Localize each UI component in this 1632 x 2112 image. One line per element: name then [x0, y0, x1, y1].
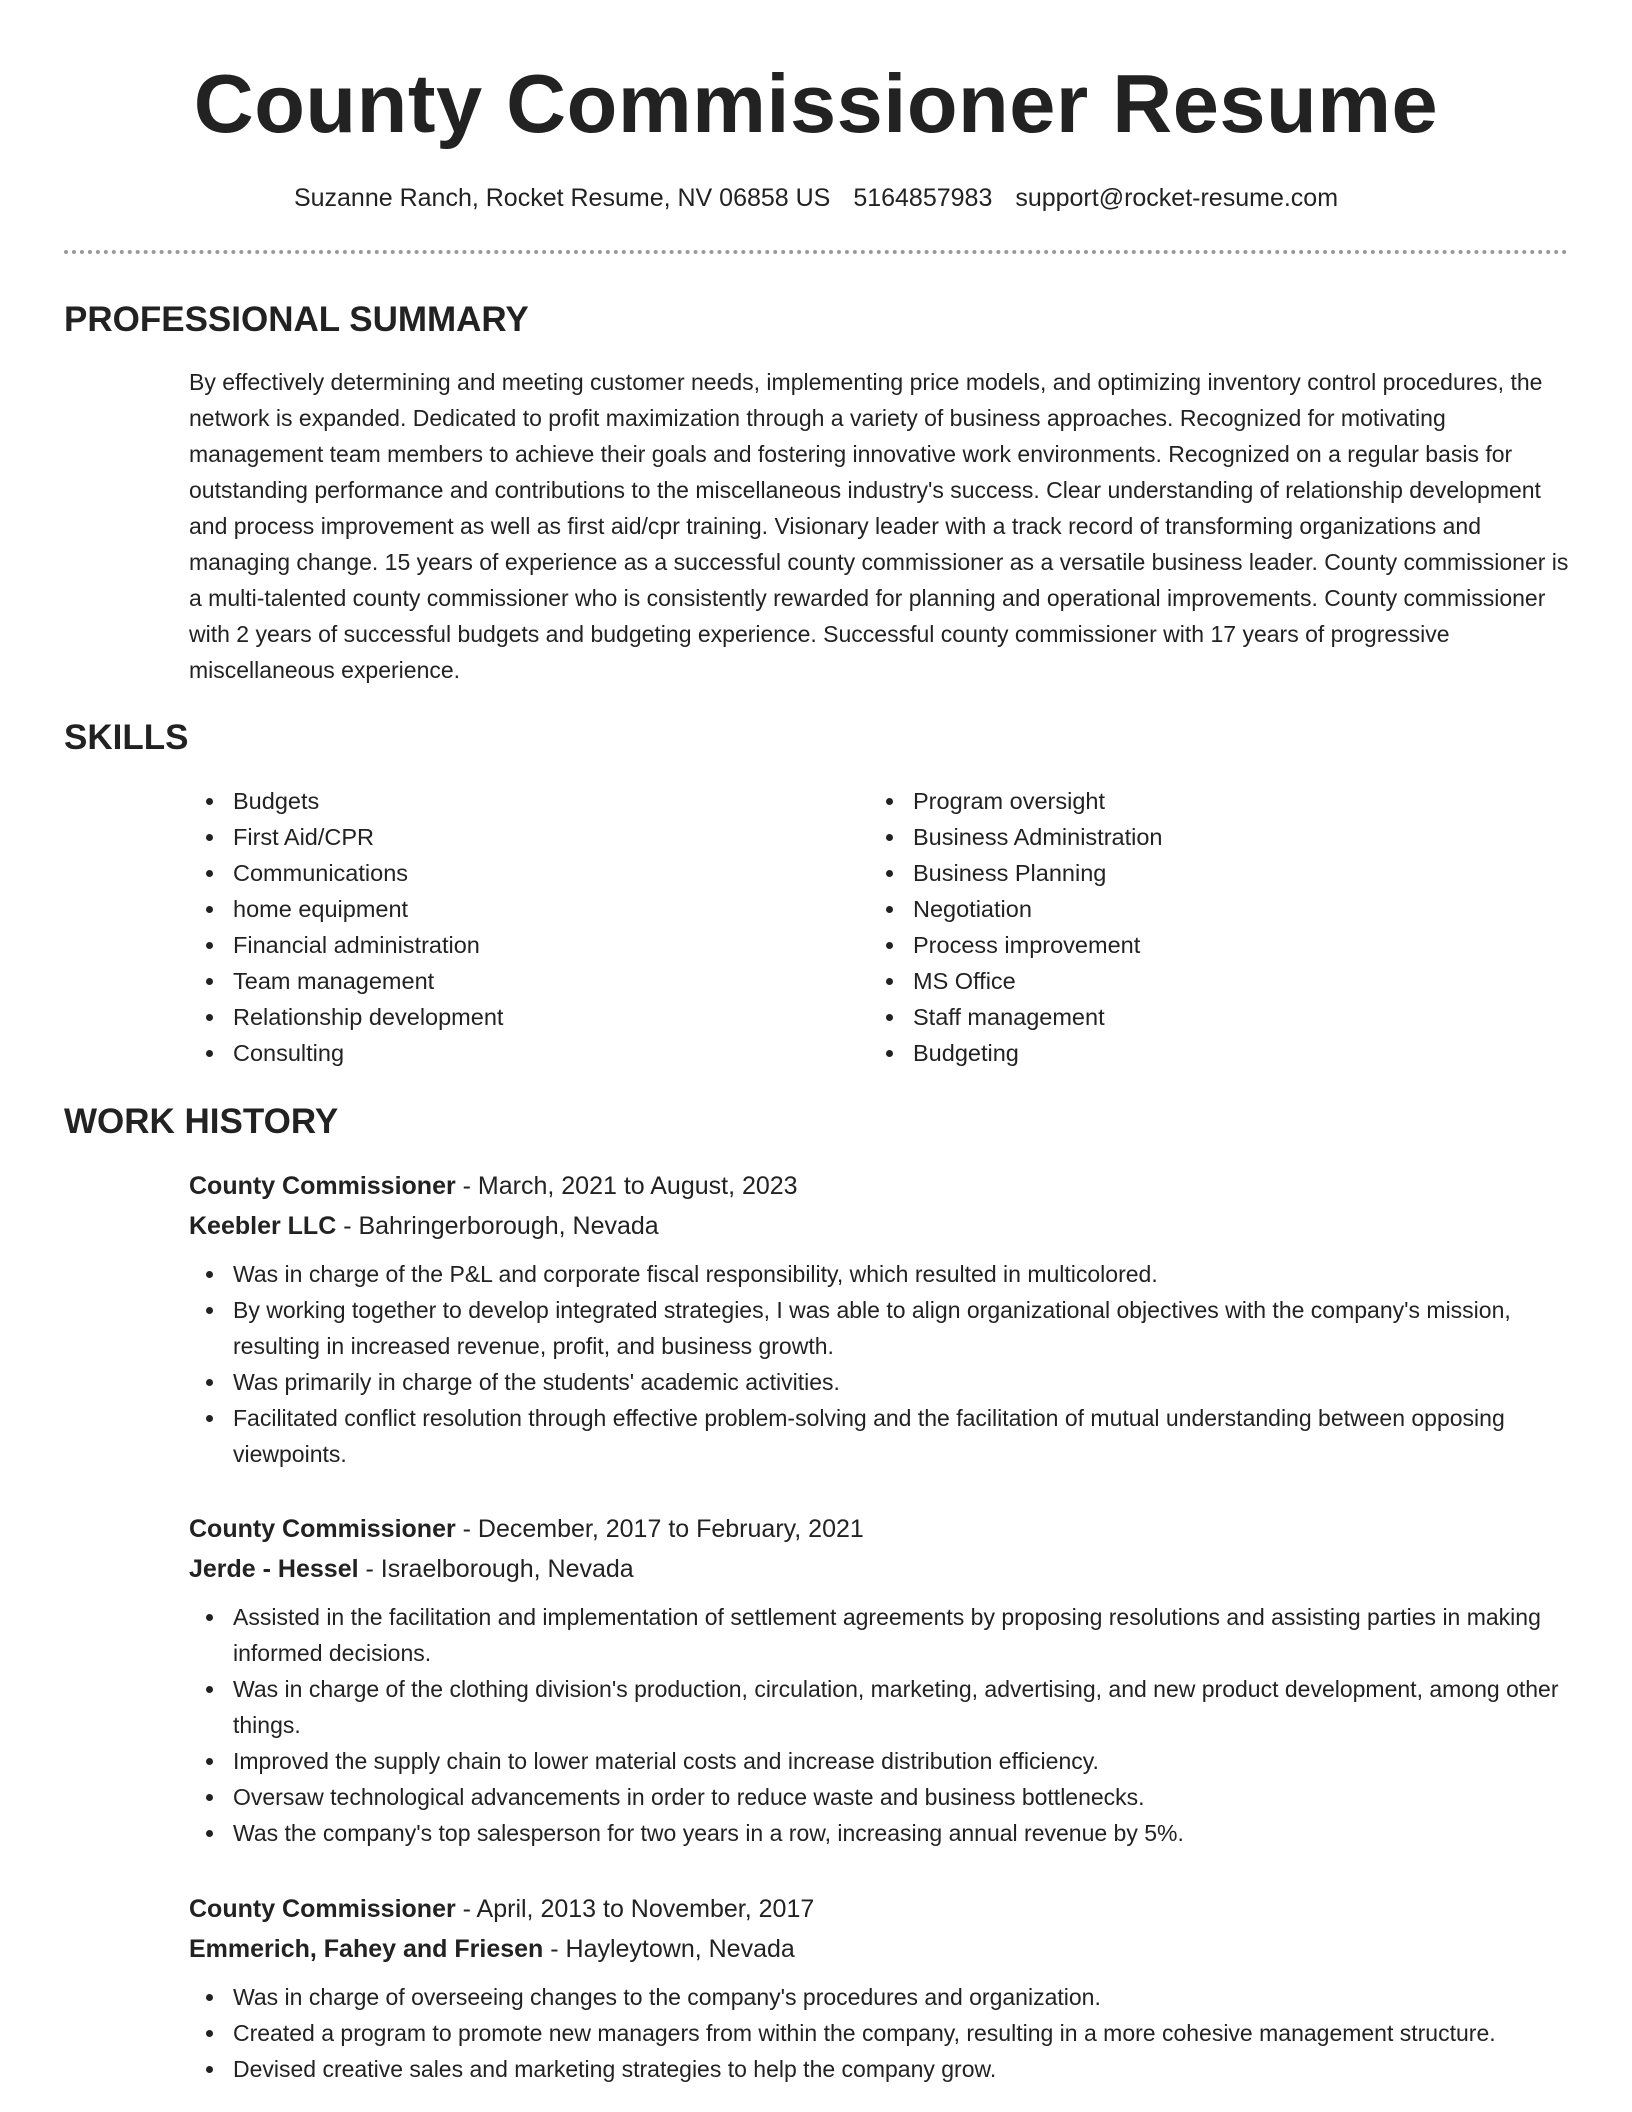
- job-title: County Commissioner: [189, 1895, 456, 1923]
- skill-item: Program oversight: [869, 783, 1529, 819]
- section-title-skills: SKILLS: [64, 718, 189, 757]
- job-title-line: [189, 1509, 1579, 1549]
- skill-item: Budgeting: [869, 1035, 1529, 1071]
- job-bullet: Was in charge of the clothing division's production, circulation, marketing, advertising, and new product development, among other things.: [189, 1671, 1579, 1743]
- job-location: - Israelborough, Nevada: [358, 1555, 634, 1583]
- skill-item: Communications: [189, 855, 849, 891]
- professional-summary: By effectively determining and meeting customer needs, implementing price models, and optimizing inventory control procedures, the network is expanded. Dedicated to profit maximization through a variety of business approaches. Recognized for motivating management team members to achieve their goals and fostering innovative work environments. Recognized on a regular basis for outstanding performance and contributions to the miscellaneous industry's success. Clear understanding of relationship development and process improvement as well as first aid/cpr training. Visionary leader with a track record of transforming organizations and managing change. 15 years of experience as a successful county commissioner as a versatile business leader. County commissioner is a multi-talented county commissioner who is consistently rewarded for planning and operational improvements. County commissioner with 2 years of successful budgets and budgeting experience. Successful county commissioner with 17 years of progressive miscellaneous experience.: [189, 369, 1569, 683]
- contact-line: [0, 180, 1632, 216]
- job-bullet: Was in charge of overseeing changes to the company's procedures and organization.: [189, 1979, 1579, 2015]
- section-title-work-history: WORK HISTORY: [64, 1102, 339, 1141]
- job-bullets: [189, 1256, 1579, 1472]
- skills-list-left: [189, 783, 849, 1071]
- job-entry: [189, 1509, 1579, 1851]
- job-bullet: By working together to develop integrated strategies, I was able to align organizational objectives with the company's mission, resulting in increased revenue, profit, and business growth.: [189, 1292, 1579, 1364]
- job-company: Keebler LLC: [189, 1212, 337, 1240]
- skill-item: MS Office: [869, 963, 1529, 999]
- job-bullet: Facilitated conflict resolution through effective problem-solving and the facilitation of mutual understanding between opposing viewpoints.: [189, 1400, 1579, 1472]
- skill-item: Consulting: [189, 1035, 849, 1071]
- job-bullet: Was in charge of the P&L and corporate fiscal responsibility, which resulted in multicolored.: [189, 1256, 1579, 1292]
- job-company-line: [189, 1549, 1579, 1589]
- skill-item: Business Administration: [869, 819, 1529, 855]
- skill-item: Team management: [189, 963, 849, 999]
- job-dates: - December, 2017 to February, 2021: [455, 1515, 864, 1543]
- job-company: Emmerich, Fahey and Friesen: [189, 1935, 544, 1963]
- contact-email: support@rocket-resume.com: [1015, 184, 1339, 212]
- job-title: County Commissioner: [189, 1515, 456, 1543]
- skill-item: Negotiation: [869, 891, 1529, 927]
- job-bullet: Was the company's top salesperson for two years in a row, increasing annual revenue by 5%.: [189, 1815, 1579, 1851]
- job-company-line: [189, 1929, 1579, 1969]
- skill-item: Process improvement: [869, 927, 1529, 963]
- job-entry: [189, 1166, 1579, 1472]
- section-title-summary: PROFESSIONAL SUMMARY: [64, 300, 529, 339]
- skill-item: Relationship development: [189, 999, 849, 1035]
- job-company-line: [189, 1206, 1579, 1246]
- job-dates: - April, 2013 to November, 2017: [455, 1895, 815, 1923]
- job-location: - Bahringerborough, Nevada: [336, 1212, 659, 1240]
- skill-item: First Aid/CPR: [189, 819, 849, 855]
- job-bullet: Was primarily in charge of the students' academic activities.: [189, 1364, 1579, 1400]
- resume-title: County Commissioner Resume: [193, 57, 1439, 150]
- job-location: - Hayleytown, Nevada: [543, 1935, 795, 1963]
- job-dates: - March, 2021 to August, 2023: [455, 1172, 798, 1200]
- job-bullet: Oversaw technological advancements in order to reduce waste and business bottlenecks.: [189, 1779, 1579, 1815]
- job-title-line: [189, 1889, 1579, 1929]
- header-divider: [64, 250, 1568, 254]
- skills-list-right: [869, 783, 1529, 1071]
- skill-item: Financial administration: [189, 927, 849, 963]
- job-bullet: Assisted in the facilitation and implementation of settlement agreements by proposing resolutions and assisting parties in making informed decisions.: [189, 1599, 1579, 1671]
- job-bullet: Improved the supply chain to lower material costs and increase distribution efficiency.: [189, 1743, 1579, 1779]
- job-bullets: [189, 1599, 1579, 1851]
- job-title: County Commissioner: [189, 1172, 456, 1200]
- job-bullet: Created a program to promote new managers from within the company, resulting in a more cohesive management structure.: [189, 2015, 1579, 2051]
- job-title-line: [189, 1166, 1579, 1206]
- skill-item: home equipment: [189, 891, 849, 927]
- skill-item: Budgets: [189, 783, 849, 819]
- skill-item: Business Planning: [869, 855, 1529, 891]
- job-company: Jerde - Hessel: [189, 1555, 359, 1583]
- contact-phone: 5164857983: [853, 184, 993, 212]
- job-bullets: [189, 1979, 1579, 2087]
- contact-address: Suzanne Ranch, Rocket Resume, NV 06858 US: [293, 184, 831, 212]
- job-bullet: Devised creative sales and marketing strategies to help the company grow.: [189, 2051, 1579, 2087]
- skill-item: Staff management: [869, 999, 1529, 1035]
- job-entry: [189, 1889, 1579, 2087]
